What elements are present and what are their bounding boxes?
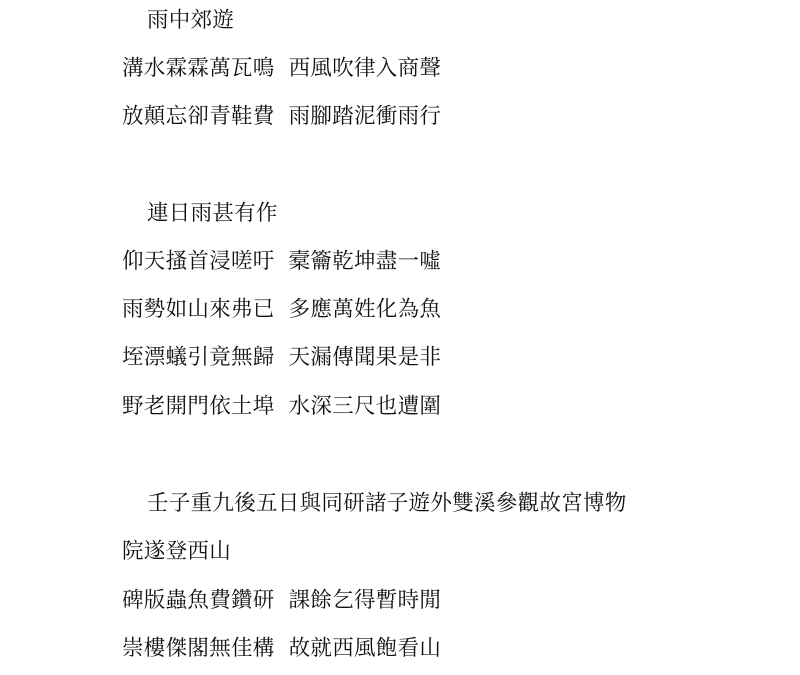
verse-second-half: 水深三尺也遭圍 [288,394,442,419]
poem-title: 連日雨甚有作 [147,201,278,226]
verse-first-half: 碑版蟲魚費鑽研 [122,588,275,613]
verse-second-half: 槖籥乾坤盡一噓 [288,249,442,274]
verse-line [122,635,441,663]
poem-title: 壬子重九後五日與同研諸子遊外雙溪參觀故宮博物 [147,491,627,516]
verse-second-half: 多應萬姓化為魚 [288,297,442,322]
verse-first-half: 放顛忘卻青鞋費 [122,104,275,129]
verse-line [122,55,441,83]
verse-first-half: 垤漂蟻引竟無歸 [122,345,275,370]
verse-first-half: 野老開門依土埠 [122,394,275,419]
verse-line [122,248,441,276]
verse-second-half: 雨腳踏泥衝雨行 [288,104,442,129]
verse-line [122,103,441,131]
verse-second-half: 西風吹律入商聲 [288,56,442,81]
verse-second-half: 天漏傳聞果是非 [288,345,442,370]
verse-line [122,393,441,421]
verse-first-half: 雨勢如山來弗已 [122,297,275,322]
verse-second-half: 課餘乞得暫時閒 [288,588,442,613]
verse-line [122,344,441,372]
verse-first-half: 溝水霖霖萬瓦鳴 [122,56,275,81]
poem-title: 雨中郊遊 [147,8,235,33]
poem-title-continuation: 院遂登西山 [122,539,232,564]
verse-line [122,296,441,324]
verse-second-half: 故就西風飽看山 [288,636,442,661]
verse-first-half: 仰天搔首浸嗟吁 [122,249,275,274]
verse-line [122,587,441,615]
verse-first-half: 崇樓傑閣無佳構 [122,636,275,661]
